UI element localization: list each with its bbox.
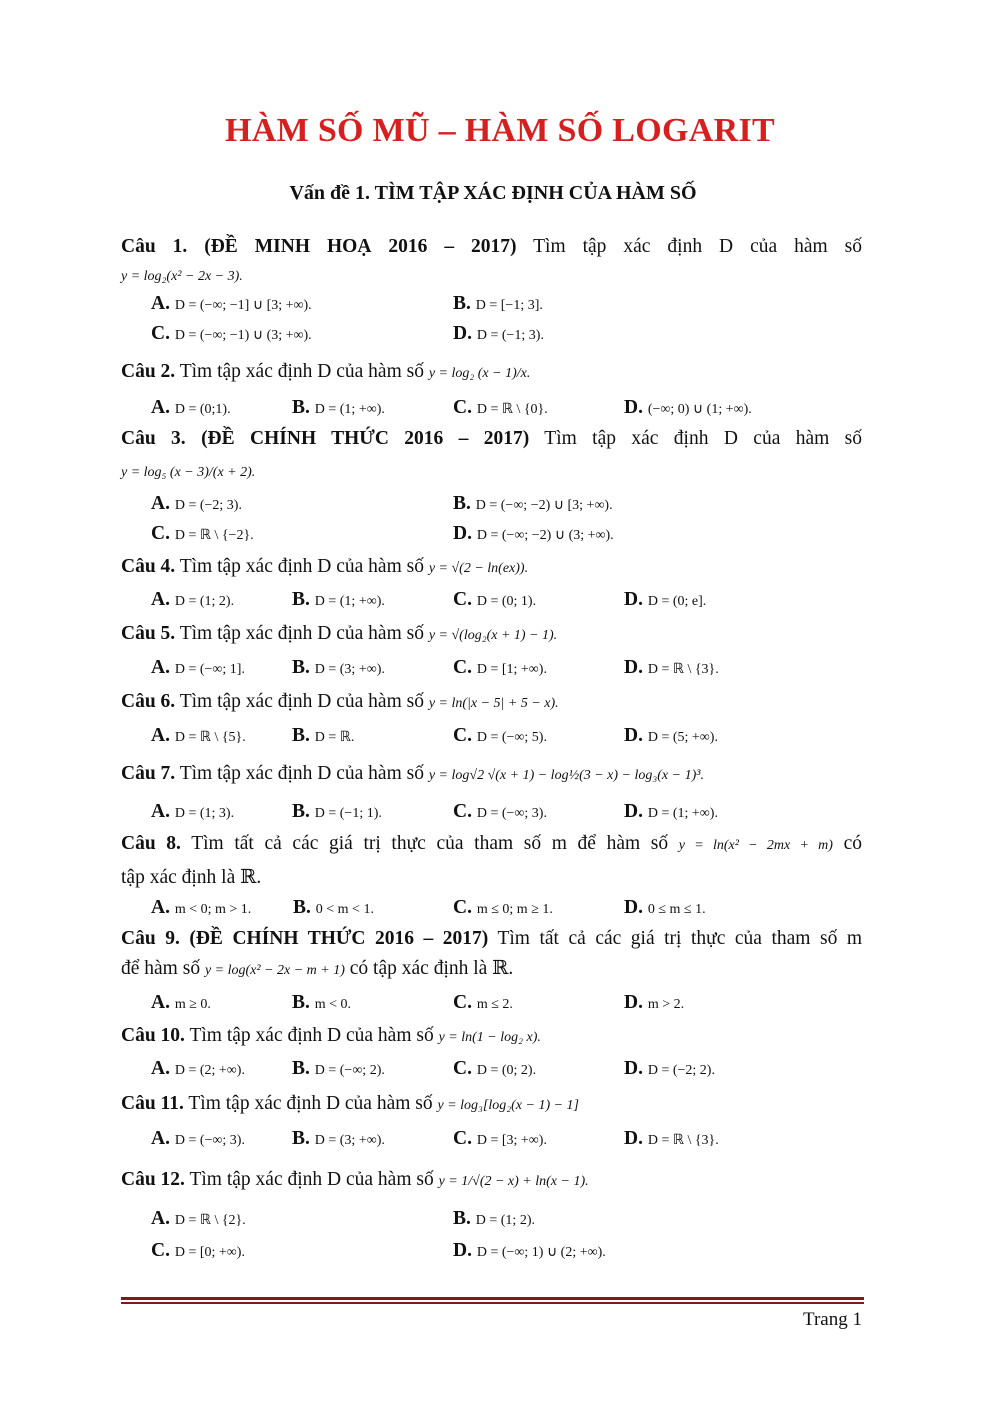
- question-formula: y = ln(1 − log₂ x).: [438, 1030, 541, 1045]
- option-a[interactable]: A. D = (−2; 3).: [151, 493, 242, 514]
- footer-divider-thin: [121, 1302, 864, 1304]
- question-formula: y = √(2 − ln(ex)).: [428, 561, 529, 576]
- question-text: Tìm tập xác định D của hàm số: [179, 361, 424, 382]
- question-text: Tìm tập xác định D của hàm số: [179, 691, 424, 712]
- options-row: [121, 490, 862, 520]
- option-d[interactable]: D. D = (−2; 2).: [624, 1058, 715, 1079]
- question-2: [121, 352, 862, 424]
- option-b[interactable]: B. D = (−∞; 2).: [292, 1058, 385, 1079]
- option-a[interactable]: A. D = (2; +∞).: [151, 1058, 245, 1079]
- option-a[interactable]: A. D = (−∞; −1] ∪ [3; +∞).: [151, 293, 312, 314]
- question-6: [121, 684, 862, 752]
- option-d[interactable]: D. D = (−1; 3).: [453, 323, 544, 344]
- question-text: Tìm tập xác định D của hàm số: [179, 556, 424, 577]
- option-d[interactable]: D. D = (−∞; −2) ∪ (3; +∞).: [453, 523, 614, 544]
- option-b[interactable]: B. D = ℝ.: [292, 725, 355, 746]
- question-text: Tìm tất cả các giá trị thực của tham số m: [497, 928, 863, 949]
- question-text-cont: để hàm số: [121, 958, 201, 979]
- question-formula: y = log₂ (x − 1)/x.: [428, 366, 531, 381]
- question-text: Tìm tập xác định D của hàm số: [189, 1025, 434, 1046]
- question-text: Tìm tất cả các giá trị thực của tham số m để hàm số: [191, 833, 669, 854]
- options-row: [121, 394, 862, 424]
- question-label: Câu 12.: [121, 1169, 185, 1190]
- option-b[interactable]: B. 0 < m < 1.: [293, 897, 374, 918]
- options-row: [121, 586, 862, 616]
- option-a[interactable]: A. D = (1; 3).: [151, 801, 235, 822]
- question-10: [121, 1022, 862, 1088]
- question-7: [121, 752, 862, 828]
- page-number: Trang 1: [803, 1309, 862, 1330]
- option-d[interactable]: D. 0 ≤ m ≤ 1.: [624, 897, 706, 918]
- option-b[interactable]: B. D = (−∞; −2) ∪ [3; +∞).: [453, 493, 613, 514]
- footer-divider: [121, 1297, 864, 1300]
- question-formula: y = √(log₂(x + 1) − 1).: [428, 628, 558, 643]
- question-formula: y = ln(x² − 2mx + m): [678, 838, 833, 853]
- section-subtitle: Vấn đề 1. TÌM TẬP XÁC ĐỊNH CỦA HÀM SỐ: [289, 182, 697, 204]
- option-c[interactable]: C. D = [3; +∞).: [453, 1128, 547, 1149]
- question-text: Tìm tập xác định D của hàm số: [179, 623, 424, 644]
- option-c[interactable]: C. m ≤ 0; m ≥ 1.: [453, 897, 553, 918]
- option-a[interactable]: A. D = ℝ \ {2}.: [151, 1208, 246, 1229]
- question-9: [121, 924, 862, 1022]
- question-8: [121, 828, 862, 924]
- option-c[interactable]: C. D = ℝ \ {0}.: [453, 397, 548, 418]
- question-text-cont: có tập xác định là ℝ.: [349, 958, 514, 979]
- option-b[interactable]: B. D = [−1; 3].: [453, 293, 543, 314]
- option-a[interactable]: A. D = (0;1).: [151, 397, 231, 418]
- option-d[interactable]: D. m > 2.: [624, 992, 685, 1013]
- option-d[interactable]: D. D = (1; +∞).: [624, 801, 718, 822]
- option-d[interactable]: D. D = ℝ \ {3}.: [624, 657, 719, 678]
- question-label: Câu 5.: [121, 623, 176, 644]
- option-b[interactable]: B. D = (−1; 1).: [292, 801, 382, 822]
- question-4: [121, 550, 862, 616]
- question-source: (ĐỀ CHÍNH THỨC 2016 – 2017): [189, 928, 489, 949]
- option-a[interactable]: A. D = (1; 2).: [151, 589, 235, 610]
- question-label: Câu 8.: [121, 833, 181, 854]
- options-row: [121, 722, 862, 752]
- question-source: (ĐỀ CHÍNH THỨC 2016 – 2017): [201, 428, 530, 449]
- question-formula: y = log₂(x² − 2x − 3).: [121, 269, 243, 284]
- option-a[interactable]: A. D = (−∞; 1].: [151, 657, 245, 678]
- question-label: Câu 6.: [121, 691, 176, 712]
- options-row: [121, 654, 862, 684]
- question-text-cont: tập xác định là ℝ.: [121, 867, 262, 888]
- option-c[interactable]: C. D = ℝ \ {−2}.: [151, 523, 254, 544]
- options-row: [121, 1052, 862, 1088]
- question-text: Tìm tập xác định D của hàm số: [544, 428, 863, 449]
- option-d[interactable]: D. D = (0; e].: [624, 589, 707, 610]
- question-label: Câu 4.: [121, 556, 176, 577]
- question-formula: y = log(x² − 2x − m + 1): [204, 963, 345, 978]
- question-formula: y = ln(|x − 5| + 5 − x).: [428, 696, 559, 711]
- question-label: Câu 7.: [121, 763, 176, 784]
- option-b[interactable]: B. D = (1; +∞).: [292, 589, 385, 610]
- options-row: [121, 290, 862, 320]
- option-d[interactable]: D. D = (−∞; 1) ∪ (2; +∞).: [453, 1240, 606, 1261]
- option-b[interactable]: B. D = (1; +∞).: [292, 397, 385, 418]
- question-label: Câu 2.: [121, 361, 176, 382]
- options-row: [121, 986, 862, 1022]
- question-12: [121, 1158, 862, 1268]
- option-c[interactable]: C. D = (0; 1).: [453, 589, 537, 610]
- options-row: [121, 1122, 862, 1158]
- question-formula: y = log√2 √(x + 1) − log½(3 − x) − log₃(x − 1)³.: [428, 768, 704, 783]
- question-3: [121, 424, 862, 550]
- question-formula: y = 1/√(2 − x) + ln(x − 1).: [438, 1174, 589, 1189]
- option-c[interactable]: C. D = (−∞; −1) ∪ (3; +∞).: [151, 323, 312, 344]
- option-c[interactable]: C. D = [0; +∞).: [151, 1240, 245, 1261]
- option-b[interactable]: B. D = (3; +∞).: [292, 657, 385, 678]
- question-text-cont: có: [843, 833, 862, 854]
- question-label: Câu 10.: [121, 1025, 185, 1046]
- option-a[interactable]: A. m < 0; m > 1.: [151, 897, 252, 918]
- option-a[interactable]: A. D = ℝ \ {5}.: [151, 725, 246, 746]
- option-c[interactable]: C. D = (−∞; 3).: [453, 801, 547, 822]
- option-c[interactable]: C. D = [1; +∞).: [453, 657, 547, 678]
- option-d[interactable]: D. D = ℝ \ {3}.: [624, 1128, 719, 1149]
- options-row: [121, 894, 862, 924]
- page-title: HÀM SỐ MŨ – HÀM SỐ LOGARIT: [225, 112, 775, 149]
- question-11: [121, 1088, 862, 1158]
- option-d[interactable]: D. D = (5; +∞).: [624, 725, 718, 746]
- question-1: [121, 232, 862, 350]
- option-b[interactable]: B. D = (3; +∞).: [292, 1128, 385, 1149]
- option-d[interactable]: D. (−∞; 0) ∪ (1; +∞).: [624, 397, 752, 418]
- question-list: [121, 232, 862, 1268]
- question-label: Câu 1.: [121, 236, 188, 257]
- question-source: (ĐỀ MINH HOẠ 2016 – 2017): [204, 236, 517, 257]
- question-label: Câu 11.: [121, 1093, 184, 1114]
- option-c[interactable]: C. m ≤ 2.: [453, 992, 513, 1013]
- question-text: Tìm tập xác định D của hàm số: [188, 1093, 433, 1114]
- question-label: Câu 9.: [121, 928, 180, 949]
- options-row: [121, 1236, 862, 1268]
- option-b[interactable]: B. D = (1; 2).: [453, 1208, 535, 1229]
- options-row: [121, 520, 862, 550]
- question-text: Tìm tập xác định D của hàm số: [189, 1169, 434, 1190]
- question-text: Tìm tập xác định D của hàm số: [179, 763, 424, 784]
- question-formula: y = log₅ (x − 3)/(x + 2).: [121, 465, 256, 480]
- options-row: [121, 1204, 862, 1236]
- question-formula: y = log₃[log₂(x − 1) − 1]: [437, 1098, 580, 1113]
- option-c[interactable]: C. D = (−∞; 5).: [453, 725, 547, 746]
- question-label: Câu 3.: [121, 428, 186, 449]
- options-row: [121, 798, 862, 828]
- question-5: [121, 616, 862, 684]
- option-a[interactable]: A. m ≥ 0.: [151, 992, 211, 1013]
- option-a[interactable]: A. D = (−∞; 3).: [151, 1128, 245, 1149]
- option-c[interactable]: C. D = (0; 2).: [453, 1058, 537, 1079]
- question-text: Tìm tập xác định D của hàm số: [533, 236, 862, 257]
- options-row: [121, 320, 862, 350]
- option-b[interactable]: B. m < 0.: [292, 992, 352, 1013]
